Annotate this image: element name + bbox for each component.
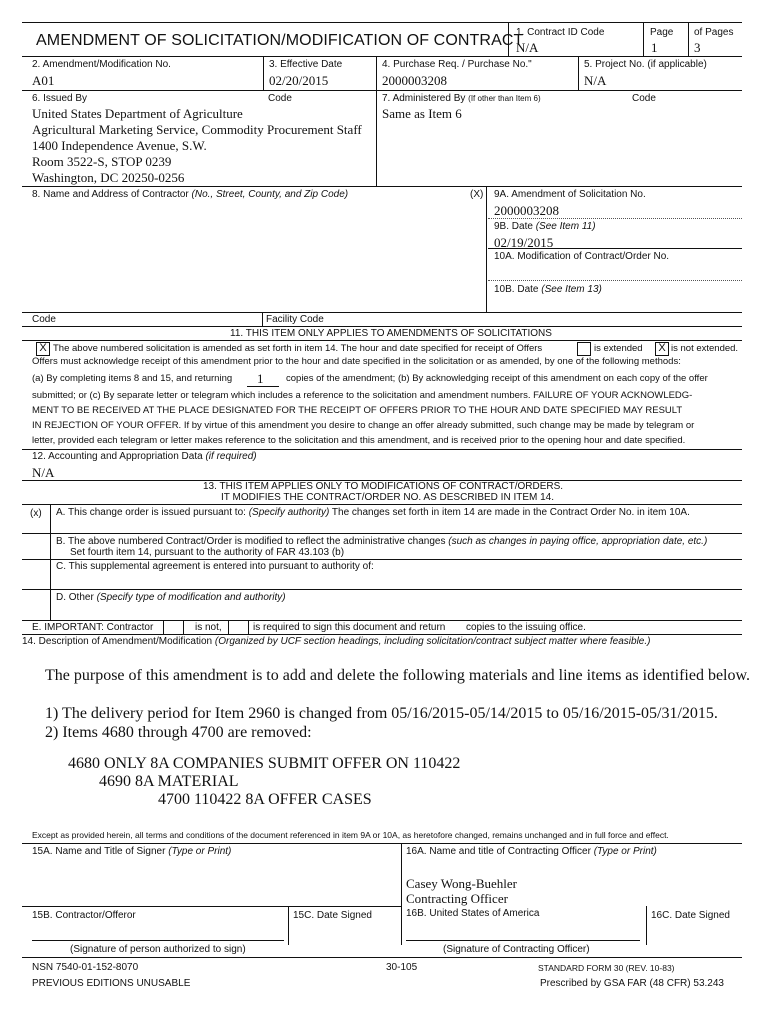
item13-option-c: C. This supplemental agreement is entered into pursuant to authority of: [56, 561, 374, 572]
item11-line-2: Offers must acknowledge receipt of this amendment prior to the hour and date specified in the solicitation or as amended, by one of the following methods: [32, 356, 681, 367]
x-column-label: (X) [470, 189, 484, 200]
solicitation-date-label: 9B. Date (See Item 11) [494, 221, 596, 232]
important-is-not: is not, [195, 622, 222, 633]
accounting-value: N/A [32, 465, 55, 480]
accounting-label: 12. Accounting and Appropriation Data (if required) [32, 451, 257, 462]
issued-by-line-2: Agricultural Marketing Service, Commodity Procurement Staff [32, 122, 362, 137]
united-states-label: 16B. United States of America [406, 908, 540, 919]
except-statement: Except as provided herein, all terms and conditions of the document referenced in item 9A or 10A, as heretofore changed, remains unchanged and in full force and effect. [32, 830, 669, 840]
item13-option-b: B. The above numbered Contract/Order is modified to reflect the administrative changes (such as changes in paying office, appropriation date, etc.) [56, 536, 708, 547]
item13-heading-2: IT MODIFIES THE CONTRACT/ORDER NO. AS DESCRIBED IN ITEM 14. [221, 492, 555, 503]
not-extended-checkbox[interactable]: X [655, 342, 669, 356]
signer-name-note: (Type or Print) [168, 846, 232, 857]
removed-item-4680: 4680 ONLY 8A COMPANIES SUBMIT OFFER ON 110422 [68, 755, 461, 772]
item13-option-d-note: (Specify type of modification and authority) [96, 592, 286, 603]
page-label: Page [650, 27, 674, 38]
copies-returned-value: 1 [257, 371, 264, 386]
effective-date-label: 3. Effective Date [269, 59, 343, 70]
officer-name: Casey Wong-Buehler [406, 876, 517, 891]
nsn-number: NSN 7540-01-152-8070 [32, 962, 139, 973]
description-point-1: 1) The delivery period for Item 2960 is changed from 05/16/2015-05/14/2015 to 05/16/2015-05/31/2015. [45, 705, 718, 722]
purchase-req-value: 2000003208 [382, 73, 447, 88]
contract-id-label: 1. Contract ID Code [516, 27, 605, 38]
amendment-solicitation-value: 2000003208 [494, 203, 559, 218]
officer-name-label: 16A. Name and title of Contracting Officer (Type or Print) [406, 846, 657, 857]
project-no-label: 5. Project No. (if applicable) [584, 59, 707, 70]
item13-heading-1: 13. THIS ITEM APPLIES ONLY TO MODIFICATIONS OF CONTRACT/ORDERS. [203, 481, 564, 492]
issued-by-line-4: Room 3522-S, STOP 0239 [32, 154, 172, 169]
contractor-offeror-label: 15B. Contractor/Offeror [32, 910, 136, 921]
project-no-value: N/A [584, 73, 607, 88]
description-intro: The purpose of this amendment is to add and delete the following materials and line items as identified below. [45, 667, 750, 684]
facility-code-label: Facility Code [266, 314, 324, 325]
amendment-no-label: 2. Amendment/Modification No. [32, 59, 171, 70]
form-title: AMENDMENT OF SOLICITATION/MODIFICATION OF CONTRACT [36, 32, 524, 49]
issued-by-code-label: Code [268, 93, 292, 104]
form-number: 30-105 [386, 962, 418, 973]
contract-id-value: N/A [516, 40, 539, 55]
effective-date-value: 02/20/2015 [269, 73, 329, 88]
description-point-2: 2) Items 4680 through 4700 are removed: [45, 724, 312, 741]
issued-by-line-3: 1400 Independence Avenue, S.W. [32, 138, 207, 153]
item13-option-b-line-2: Set fourth item 14, pursuant to the authority of FAR 43.103 (b) [70, 547, 345, 558]
administered-by-label: 7. Administered By (If other than Item 6) [382, 93, 541, 104]
page-value: 1 [651, 40, 658, 55]
contractor-code-label: Code [32, 314, 56, 325]
purchase-req-label: 4. Purchase Req. / Purchase No." [382, 59, 532, 70]
description-note: (Organized by UCF section headings, including solicitation/contract subject matter where feasible.) [214, 636, 651, 647]
accounting-note: (if required) [205, 451, 257, 462]
important-contractor-label: E. IMPORTANT: Contractor [32, 622, 154, 633]
removed-item-4700: 4700 110422 8A OFFER CASES [158, 791, 372, 808]
modification-date-label: 10B. Date (See Item 13) [494, 284, 602, 295]
officer-signature-caption: (Signature of Contracting Officer) [443, 944, 590, 955]
of-pages-label: of Pages [694, 27, 734, 38]
item11-line-4: submitted; or (c) By separate letter or telegram which includes a reference to the solicitation and amendment numbers. FAILURE OF YOUR ACKNOWLEDG- [32, 390, 693, 401]
is-extended-label: is extended [594, 343, 643, 354]
signer-name-label: 15A. Name and Title of Signer (Type or Print) [32, 846, 232, 857]
amendment-solicitation-label: 9A. Amendment of Solicitation No. [494, 189, 646, 200]
item11-line-3b: copies of the amendment; (b) By acknowledging receipt of this amendment on each copy of the offer [286, 373, 708, 384]
item11-line-7: letter, provided each telegram or letter makes reference to the solicitation and this amendment, and is received prior to the opening hour and date specified. [32, 435, 686, 446]
item11-line-3a: (a) By completing items 8 and 15, and returning [32, 373, 233, 384]
solicitation-amended-checkbox[interactable]: X [36, 342, 50, 356]
important-required: is required to sign this document and return [253, 622, 446, 633]
issued-by-line-1: United States Department of Agriculture [32, 106, 243, 121]
contractor-note: (No., Street, County, and Zip Code) [191, 189, 349, 200]
is-extended-checkbox[interactable] [577, 342, 591, 356]
item13-option-a: A. This change order is issued pursuant to: (Specify authority) The changes set forth in item 14 are made in the Contract Order No. in item 10A. [56, 507, 690, 518]
solicitation-date-note: (See Item 11) [535, 221, 596, 232]
modification-date-note: (See Item 13) [541, 284, 602, 295]
contractor-label: 8. Name and Address of Contractor (No., Street, County, and Zip Code) [32, 189, 349, 200]
amendment-no-value: A01 [32, 73, 55, 88]
administered-by-code-label: Code [632, 93, 656, 104]
item11-heading: 11. THIS ITEM ONLY APPLIES TO AMENDMENTS OF SOLICITATIONS [230, 328, 552, 339]
description-label: 14. Description of Amendment/Modification (Organized by UCF section headings, including solicitation/contract subject matter where feasible.) [22, 636, 651, 647]
contractor-date-signed-label: 15C. Date Signed [293, 910, 372, 921]
administered-by-value: Same as Item 6 [382, 106, 462, 121]
contractor-signature-caption: (Signature of person authorized to sign) [70, 944, 246, 955]
item13-x-label: (x) [30, 508, 42, 519]
item11-line-5: MENT TO BE RECEIVED AT THE PLACE DESIGNATED FOR THE RECEIPT OF OFFERS PRIOR TO THE HOUR AND DATE SPECIFIED MAY RESULT [32, 405, 683, 416]
removed-item-4690: 4690 8A MATERIAL [99, 773, 239, 790]
important-copies: copies to the issuing office. [466, 622, 586, 633]
officer-name-note: (Type or Print) [593, 846, 657, 857]
item13-option-d: D. Other (Specify type of modification and authority) [56, 592, 286, 603]
officer-date-signed-label: 16C. Date Signed [651, 910, 730, 921]
issued-by-line-5: Washington, DC 20250-0256 [32, 170, 185, 185]
solicitation-date-value: 02/19/2015 [494, 235, 554, 250]
item11-line-1: The above numbered solicitation is amended as set forth in item 14. The hour and date specified for receipt of Offers [53, 343, 543, 354]
item13-option-a-note: (Specify authority) [248, 507, 330, 518]
of-pages-value: 3 [694, 40, 701, 55]
item13-option-b-note: (such as changes in paying office, appropriation date, etc.) [448, 536, 708, 547]
issued-by-label: 6. Issued By [32, 93, 88, 104]
standard-form-label: STANDARD FORM 30 (REV. 10-83) [538, 963, 675, 973]
modification-contract-label: 10A. Modification of Contract/Order No. [494, 251, 670, 262]
administered-by-note: (If other than Item 6) [468, 94, 541, 103]
officer-title: Contracting Officer [406, 891, 508, 906]
previous-editions-label: PREVIOUS EDITIONS UNUSABLE [32, 978, 191, 989]
not-extended-label: is not extended. [671, 343, 739, 354]
item11-line-6: IN REJECTION OF YOUR OFFER. If by virtue of this amendment you desire to change an offer already submitted, such change may be made by telegram or [32, 420, 695, 431]
prescribed-by-label: Prescribed by GSA FAR (48 CFR) 53.243 [540, 978, 724, 989]
